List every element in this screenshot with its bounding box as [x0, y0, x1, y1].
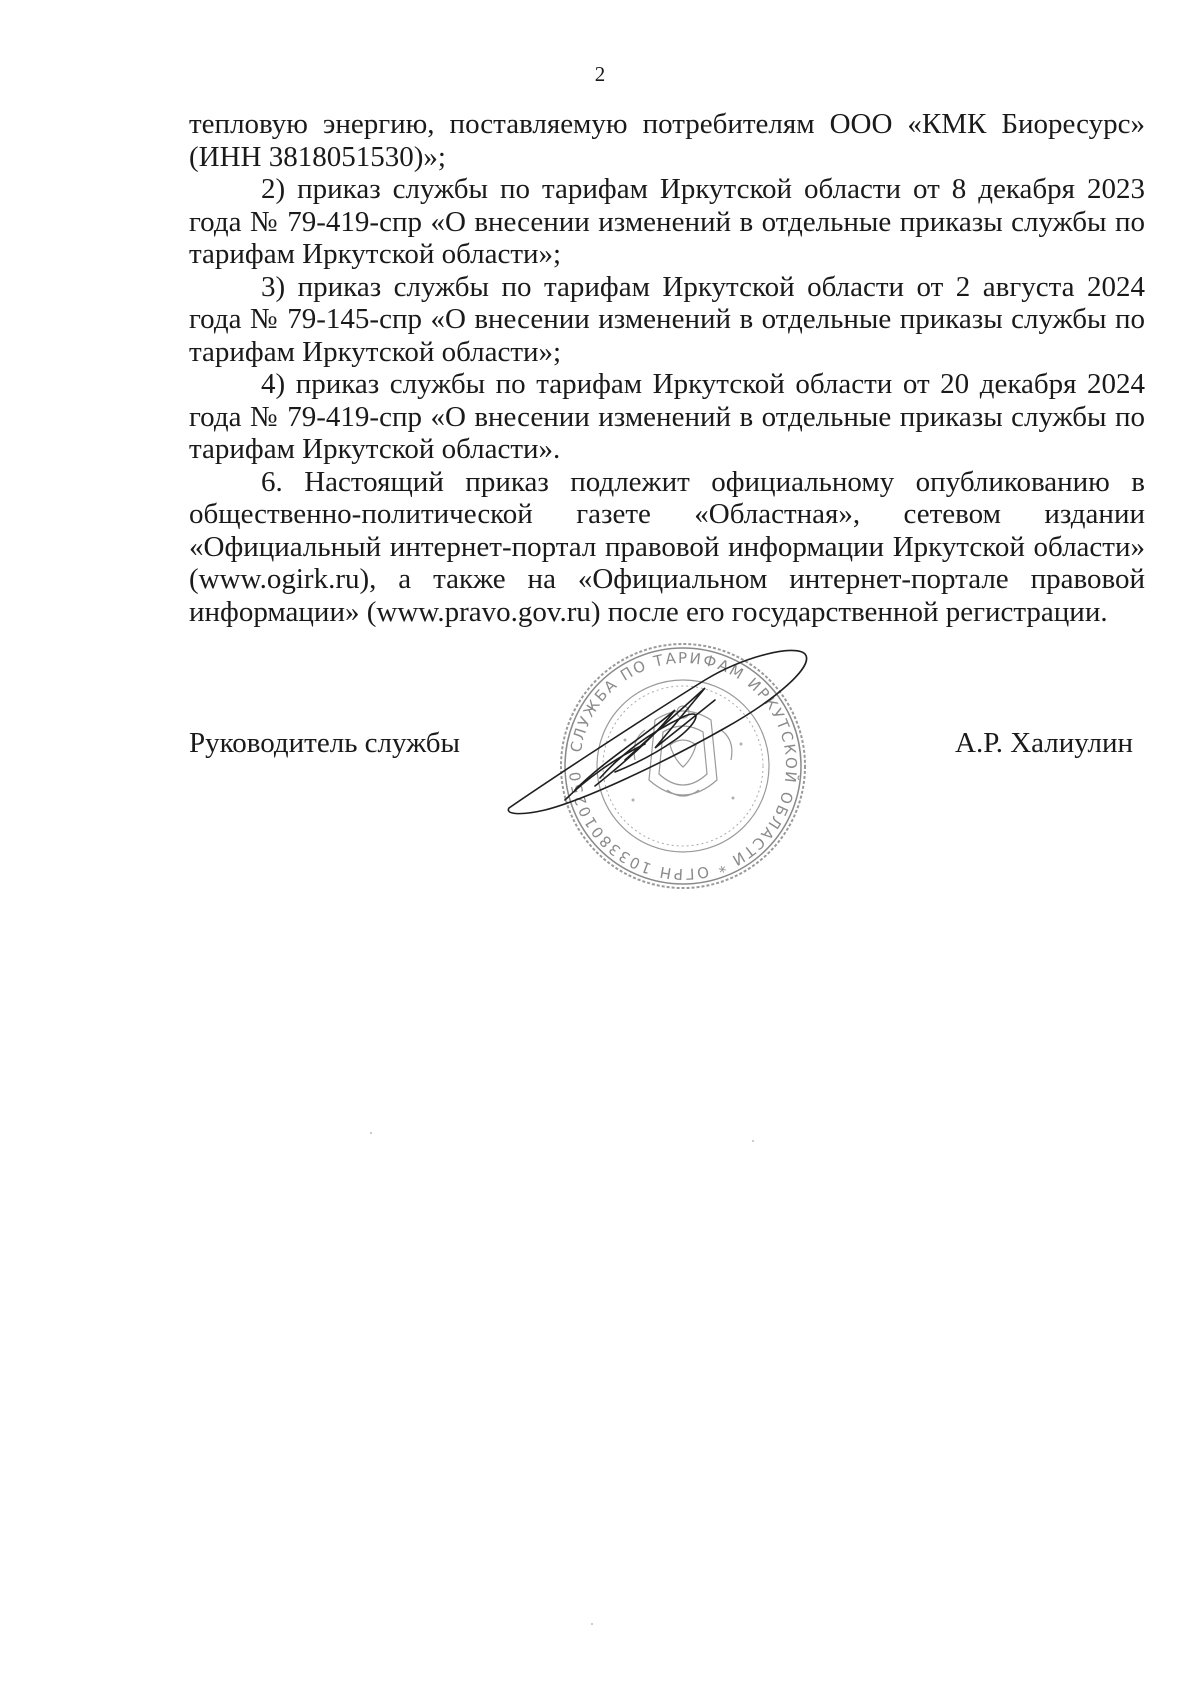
scan-speck: [591, 1623, 593, 1625]
paragraph-continuation: тепловую энергию, поставляемую потребителям ООО «КМК Биоресурс» (ИНН 3818051530)»;: [189, 108, 1145, 173]
paragraph-item-2: 2) приказ службы по тарифам Иркутской области от 8 декабря 2023 года № 79-419-спр «О внесении изменений в отдельные приказы службы по тарифам Иркутской области»;: [189, 173, 1145, 270]
page-number: 2: [594, 62, 606, 86]
paragraph-item-3: 3) приказ службы по тарифам Иркутской области от 2 августа 2024 года № 79-145-спр «О внесении изменений в отдельные приказы службы по тарифам Иркутской области»;: [189, 270, 1145, 368]
document-body: [189, 108, 1145, 628]
stamp-ring-text: СЛУЖБА ПО ТАРИФАМ ИРКУТСКОЙ ОБЛАСТИ * ОГРН 10338010250: [565, 648, 801, 884]
paragraph-section-6: 6. Настоящий приказ подлежит официальному опубликованию в общественно-политической газете «Областная», сетевом издании «Официальный интернет-портал правовой информации Иркутской области» (www.ogirk.ru), а также на «Официальном интернет-портале правовой информации» (www.pravo.gov.ru) после его государственной регистрации.: [189, 465, 1145, 628]
official-stamp: [505, 640, 825, 900]
paragraph-item-4: 4) приказ службы по тарифам Иркутской области от 20 декабря 2024 года № 79-419-спр «О внесении изменений в отдельные приказы службы по тарифам Иркутской области».: [189, 368, 1145, 465]
scan-speck: [370, 1132, 372, 1134]
signer-name: А.Р. Халиулин: [955, 727, 1133, 759]
stamp-seal-icon: [505, 640, 825, 900]
signer-position: Руководитель службы: [189, 727, 461, 759]
scan-speck: [752, 1140, 754, 1142]
